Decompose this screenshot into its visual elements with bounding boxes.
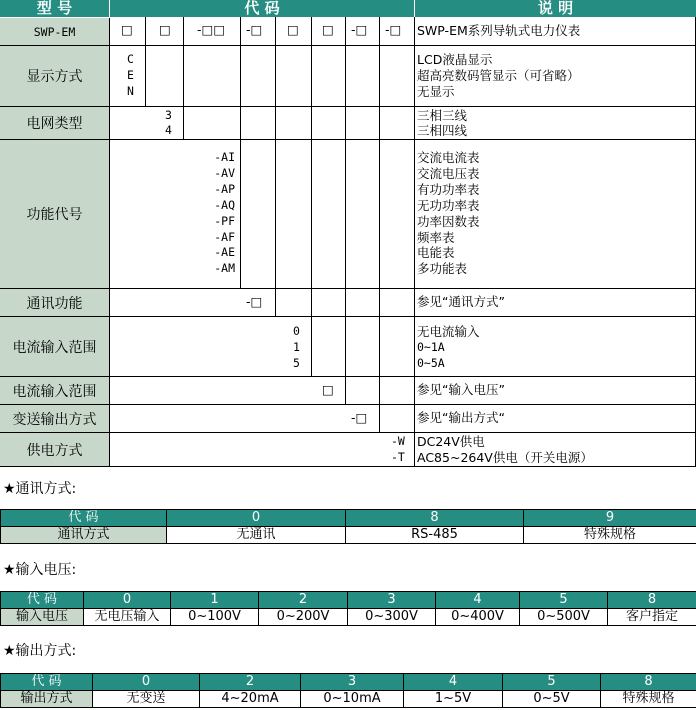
header-code: 代 码 [110,0,414,17]
comm-section-title: ★通讯方式: [3,481,77,497]
voltage-table [0,591,696,626]
output-desc: 参见“输出方式“ [417,410,505,425]
output-row-cell: 0~10mA [301,691,404,708]
voltage-header-cell: 8 [608,592,696,609]
function-code: -AM [214,261,235,276]
current-desc-2: 0~1A [417,340,445,354]
voltage-row-cell: 0~200V [259,609,348,626]
display-code-c: C [127,52,134,66]
output-row-cell: 4~20mA [200,691,301,708]
code-box-6: □ [322,22,334,37]
function-desc: 多功能表 [417,261,468,277]
comm-header-cell: 9 [524,510,696,527]
code-box-1: □ [121,22,133,37]
output-section-title: ★输出方式: [3,643,77,659]
output-header-cell: 4 [404,674,503,691]
output-header-cell: 2 [200,674,301,691]
current-desc-1: 无电流输入 [417,324,480,339]
comm-row-cell: 特殊规格 [524,527,696,544]
output-header-cell: 8 [601,674,696,691]
comm-row-cell: RS-485 [346,527,524,544]
current-label: 电流输入范围 [0,317,110,377]
power-desc-1: DC24V供电 [417,434,485,449]
model-desc: SWP-EM系列导轨式电力仪表 [417,23,581,38]
voltage-header-cell: 0 [84,592,171,609]
function-desc: 交流电流表 [417,150,480,165]
code-box-8: -□ [385,22,402,37]
current-code-0: 0 [293,324,300,338]
code-box-5: □ [287,22,299,37]
header-desc: 说 明 [415,0,696,17]
power-code-t: -T [391,450,405,464]
function-code: -AI [214,150,235,164]
code-box-2: □ [159,22,171,37]
voltage-section-title: ★输入电压: [3,562,77,578]
grid-desc-1: 三相三线 [417,108,468,123]
voltage-row-cell: 0~500V [520,609,608,626]
comm-header-cell: 0 [167,510,346,527]
current-code-1: 1 [293,340,300,354]
current-code-5: 5 [293,356,300,370]
function-code: -AQ [214,197,235,212]
output-row-cell: 无变送 [93,691,200,708]
output-row-cell: 1~5V [404,691,503,708]
function-desc: 电能表 [417,245,455,261]
grid-code-3: 3 [165,108,172,122]
voltage-header-cell: 4 [436,592,520,609]
voltage-row-cell: 0~300V [348,609,436,626]
comm-table [0,509,696,544]
comm-label: 通讯功能 [0,289,110,317]
grid-desc-2: 三相四线 [417,123,468,138]
voltage-header-cell: 3 [348,592,436,609]
output-code: -□ [351,410,368,425]
code-box-3: -□□ [197,22,226,37]
comm-header-cell: 代 码 [1,510,167,527]
voltage-row-cell: 客户指定 [608,609,696,626]
power-label: 供电方式 [0,433,110,467]
display-code-e: E [127,68,134,82]
power-desc-2: AC85~264V供电（开关电源） [417,450,593,465]
function-desc: 有功功率表 [417,181,480,197]
voltage-header-cell: 5 [520,592,608,609]
header-model: 型 号 [0,0,109,17]
comm-code: -□ [246,294,263,309]
current2-desc: 参见“输入电压” [417,382,505,397]
output-row-label: 输出方式 [1,691,93,708]
comm-row-label: 通讯方式 [1,527,167,544]
current2-code: □ [322,382,334,397]
output-header-cell: 0 [93,674,200,691]
display-desc-3: 无显示 [417,84,455,99]
voltage-row-cell: 无电压输入 [84,609,171,626]
function-code: -AV [214,165,235,180]
comm-row-cell: 无通讯 [167,527,346,544]
voltage-header-cell: 代 码 [1,592,84,609]
display-desc-1: LCD液晶显示 [417,52,493,67]
function-desc: 无功功率表 [417,197,480,213]
display-code-n: N [127,84,134,98]
output-row-cell: 特殊规格 [601,691,696,708]
output-row-cell: 0~5V [503,691,601,708]
code-box-4: -□ [246,22,263,37]
function-code: -AP [214,181,235,196]
comm-desc: 参见“通讯方式” [417,294,505,309]
model-name-cell [0,18,110,46]
power-code-w: -W [391,434,405,448]
function-code: -PF [214,213,235,228]
function-codes [195,150,235,277]
display-label: 显示方式 [0,46,110,107]
voltage-row-cell: 0~100V [171,609,259,626]
current-desc-3: 0~5A [417,356,445,370]
comm-header-cell: 8 [346,510,524,527]
grid-label: 电网类型 [0,107,110,140]
function-desc: 频率表 [417,229,455,245]
function-label: 功能代号 [0,140,110,289]
function-descs [417,150,480,277]
function-desc: 交流电压表 [417,165,480,181]
output-table [0,673,696,708]
voltage-row-label: 输入电压 [1,609,84,626]
output-header-cell: 3 [301,674,404,691]
output-label: 变送输出方式 [0,405,110,433]
voltage-header-cell: 2 [259,592,348,609]
display-desc-2: 超高亮数码管显示（可省略） [417,68,580,83]
code-box-7: -□ [351,22,368,37]
voltage-header-cell: 1 [171,592,259,609]
function-code: -AE [214,245,235,260]
current2-label: 电流输入范围 [0,377,110,405]
output-header-cell: 5 [503,674,601,691]
voltage-row-cell: 0~400V [436,609,520,626]
function-code: -AF [214,229,235,244]
grid-code-4: 4 [165,123,172,137]
model-name: SWP-EM [33,24,76,39]
function-desc: 功率因数表 [417,213,480,229]
output-header-cell: 代 码 [1,674,93,691]
